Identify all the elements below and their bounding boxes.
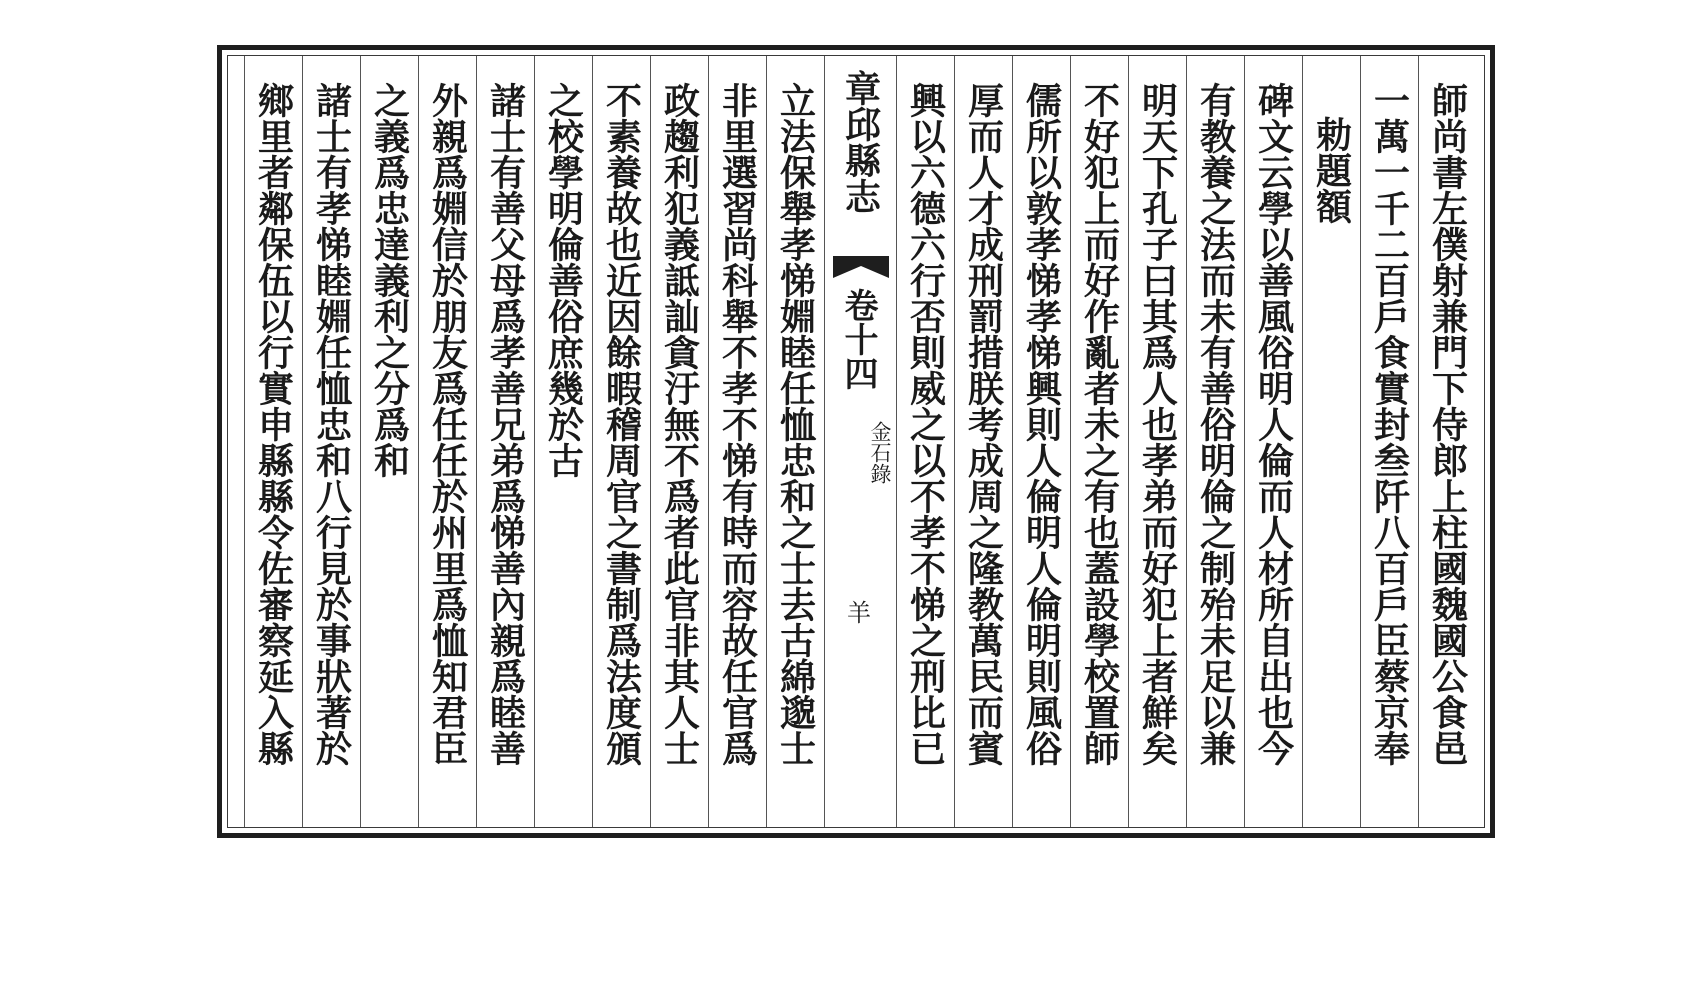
volume-label: 卷十四 [838,288,878,390]
column-text: 諸士有善父母爲孝善兄弟爲悌善內親爲睦善 [484,82,527,766]
text-column-9 [954,56,1012,827]
center-fold-column [824,56,896,827]
column-text: 不素養故也近因餘暇稽周官之書制爲法度頒 [600,82,643,766]
column-text: 興以六德六行否則威之以不孝不悌之刑比已 [904,82,947,766]
text-frame [227,55,1485,828]
column-text: 碑文云學以善風俗明人倫而人材所自出也今 [1252,82,1295,766]
text-column-8 [1012,56,1070,827]
column-text: 之義爲忠達義利之分爲和 [368,82,411,478]
column-text: 政趨利犯義詆訕貪汙無不爲者此官非其人士 [658,82,701,766]
text-column-19 [302,56,360,827]
column-text: 儒所以敦孝悌孝悌興則人倫明人倫明則風俗 [1020,82,1063,766]
column-text: 明天下孔子曰其爲人也孝弟而好犯上者鮮矣 [1136,82,1179,766]
page-number: 羊 [847,599,871,627]
text-column-16 [476,56,534,827]
column-text: 有教養之法而未有善俗明倫之制殆未足以兼 [1194,82,1237,766]
fish-tail-mark-icon [833,256,889,278]
column-text: 師尚書左僕射兼門下侍郎上柱國魏國公食邑 [1426,82,1469,766]
column-text: 立法保舉孝悌婣睦任恤忠和之士去古綿邈士 [774,82,817,766]
column-text: 外親爲婣信於朋友爲任任於州里爲恤知君臣 [426,82,469,766]
text-column-2 [1360,56,1418,827]
column-text: 勅題額 [1310,116,1353,224]
text-column-17 [418,56,476,827]
text-column-3 [1302,56,1360,827]
text-column-14 [592,56,650,827]
document-page [217,45,1495,838]
text-column-11 [766,56,824,827]
text-column-12 [708,56,766,827]
column-text: 厚而人才成刑罰措朕考成周之隆教萬民而賓 [962,82,1005,766]
gazetteer-title: 章邱縣志 [839,70,882,214]
column-text: 之校學明倫善俗庶幾於古 [542,82,585,478]
text-column-13 [650,56,708,827]
text-column-7 [1070,56,1128,827]
text-column-1 [1418,56,1476,827]
column-text: 諸士有孝悌睦婣任恤忠和八行見於事狀著於 [310,82,353,766]
column-text: 鄉里者鄰保伍以行實申縣縣令佐審察延入縣 [252,82,295,766]
text-column-10 [896,56,954,827]
text-column-5 [1186,56,1244,827]
column-text: 一萬一千二百戶食實封叁阡八百戶臣蔡京奉 [1368,82,1411,766]
column-text: 不好犯上而好作亂者未之有也蓋設學校置師 [1078,82,1121,766]
text-column-4 [1244,56,1302,827]
section-label: 金石錄 [868,421,893,484]
text-column-6 [1128,56,1186,827]
text-column-15 [534,56,592,827]
text-column-20 [244,56,302,827]
column-text: 非里選習尚科舉不孝不悌有時而容故任官爲 [716,82,759,766]
text-column-18 [360,56,418,827]
